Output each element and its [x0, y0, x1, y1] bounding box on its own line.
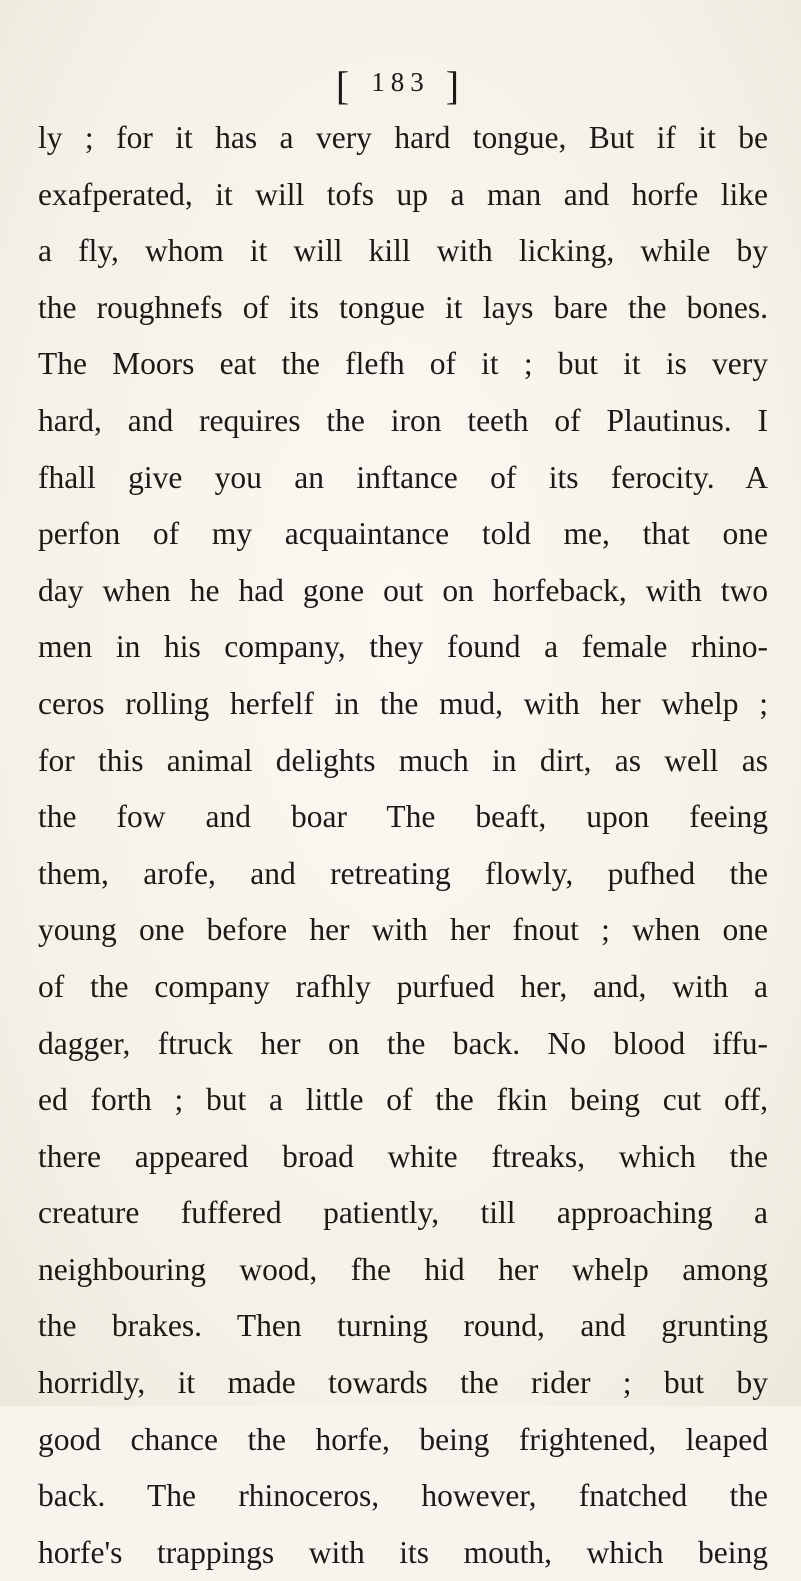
text-line: ly ; for it has a very hard tongue, But if it be: [38, 120, 768, 155]
text-line: The Moors eat the flefh of it ; but it is very: [38, 346, 768, 382]
page-number: 183: [371, 67, 430, 97]
text-line: good chance the horfe, being frightened, leaped: [38, 1421, 768, 1457]
page-header: [0, 62, 801, 109]
text-line: day when he had gone out on horfeback, with two: [38, 572, 768, 608]
text-line: horfe's trappings with its mouth, which being: [38, 1534, 768, 1570]
text-line: fhall give you an inftance of its ferocity. A: [38, 459, 768, 495]
text-line: dagger, ftruck her on the back. No blood iffu-: [38, 1025, 768, 1061]
text-line: them, arofe, and retreating flowly, pufhed the: [38, 855, 768, 891]
text-line: hard, and requires the iron teeth of Plautinus. I: [38, 402, 768, 438]
page-body-text: [38, 110, 768, 1581]
text-line: back. The rhinoceros, however, fnatched the: [38, 1478, 768, 1514]
text-line: a fly, whom it will kill with licking, while by: [38, 233, 768, 269]
text-line: ed forth ; but a little of the fkin being cut off,: [38, 1082, 768, 1118]
header-bracket-close: ]: [445, 63, 466, 108]
text-line: of the company rafhly purfued her, and, with a: [38, 968, 768, 1004]
text-line: for this animal delights much in dirt, as well as: [38, 742, 768, 778]
text-line: horridly, it made towards the rider ; but by: [38, 1365, 768, 1401]
text-line: the fow and boar The beaft, upon feeing: [38, 799, 768, 835]
text-line: the brakes. Then turning round, and grunting: [38, 1308, 768, 1344]
text-line: perfon of my acquaintance told me, that one: [38, 516, 768, 552]
text-line: there appeared broad white ftreaks, which the: [38, 1138, 768, 1174]
text-line: ceros rolling herfelf in the mud, with her whelp ;: [38, 685, 768, 721]
text-line: creature fuffered patiently, till approaching a: [38, 1195, 768, 1231]
header-bracket-open: [: [335, 63, 356, 108]
text-line: neighbouring wood, fhe hid her whelp among: [38, 1251, 768, 1287]
text-line: exafperated, it will tofs up a man and horfe like: [38, 176, 768, 212]
text-line: the roughnefs of its tongue it lays bare the bones.: [38, 289, 768, 325]
text-line: young one before her with her fnout ; when one: [38, 912, 768, 948]
text-line: men in his company, they found a female rhino-: [38, 629, 768, 665]
